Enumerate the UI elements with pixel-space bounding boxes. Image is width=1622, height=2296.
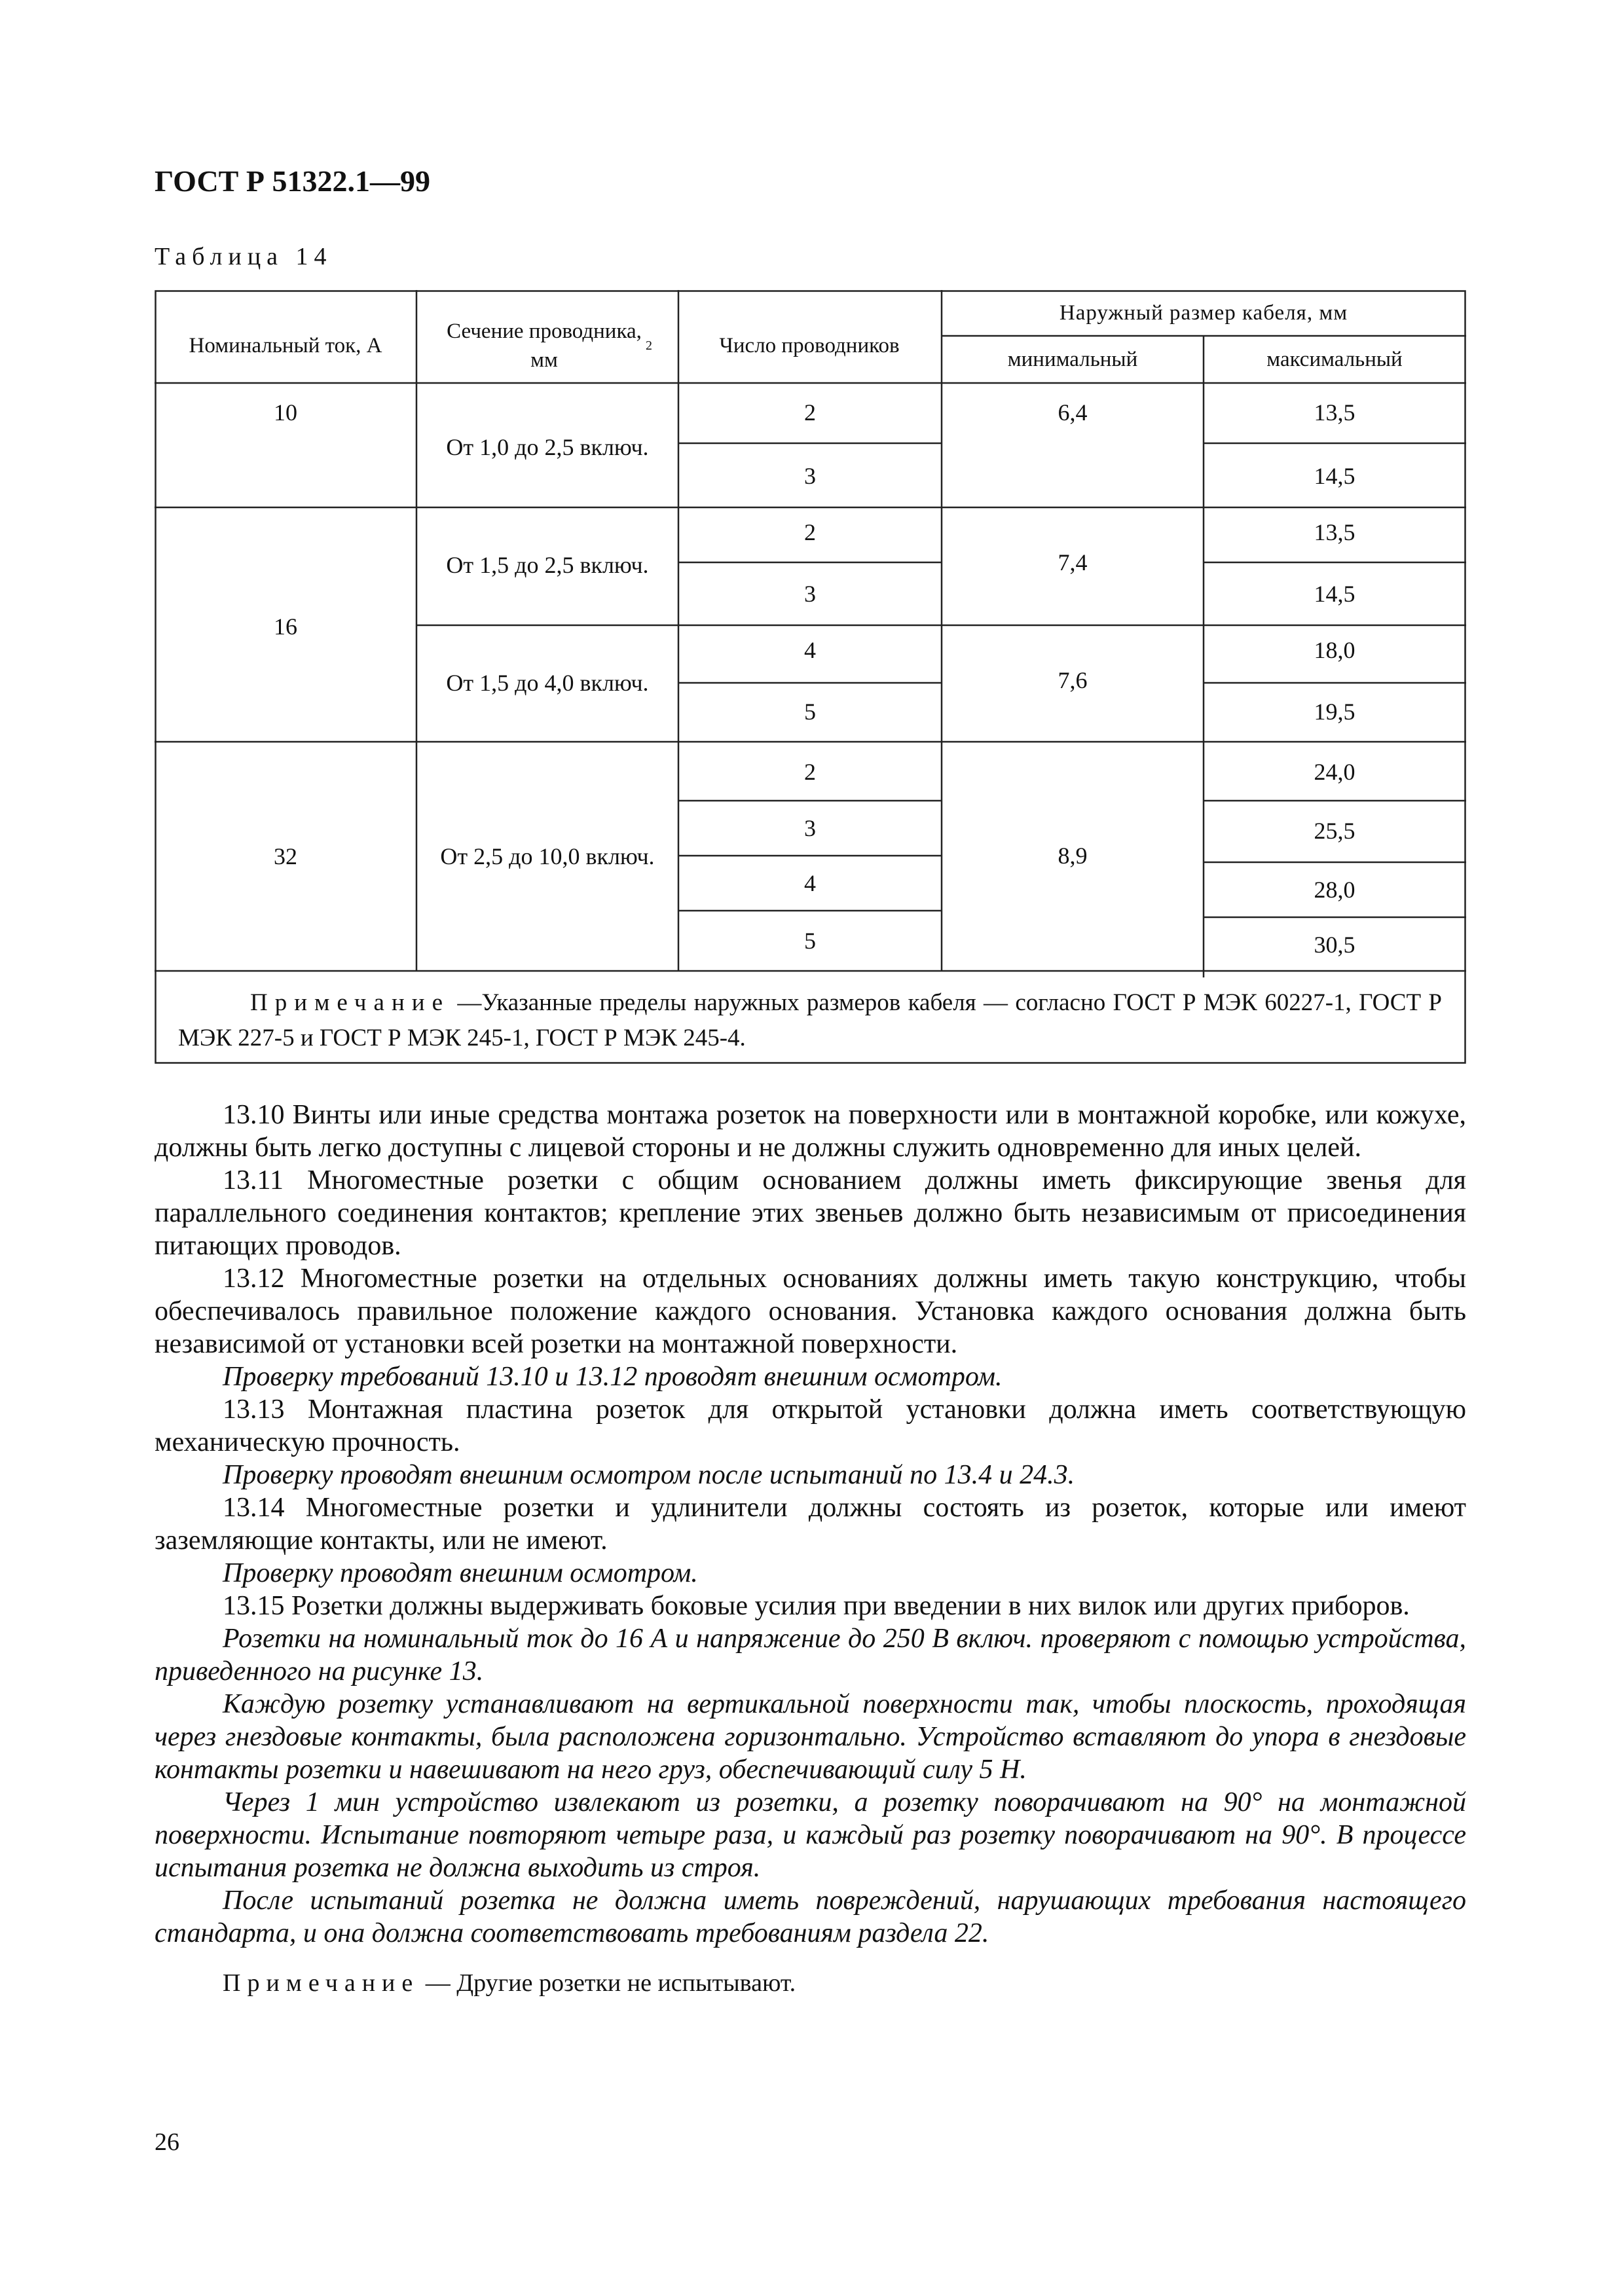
table-note-text: —Указанные пределы наружных размеров кабеля — согласно ГОСТ Р МЭК 60227-1, ГОСТ Р МЭК 227-5 и ГОСТ Р МЭК 245-1, ГОСТ Р МЭК 245-4. [178, 989, 1442, 1051]
paragraph-test-rotation: Через 1 мин устройство извлекают из розетки, а розетку поворачивают на 90° на монтажной поверхности. Испытание повторяют четыре раза, и каждый раз розетку поворачивают на 90°. В процессе испытания розетка не должна выходить из строя. [155, 1787, 1466, 1883]
header-conductor-section: Сечение проводника, мм 2 [443, 310, 652, 382]
header-min: минимальный [1007, 348, 1138, 371]
header-nominal-current: Номинальный ток, А [189, 334, 382, 357]
max-size-cell: 24,0 [1314, 759, 1355, 785]
count-cell: 5 [804, 928, 816, 954]
count-cell: 2 [804, 519, 816, 545]
min-size-cell: 6,4 [1058, 399, 1088, 426]
max-size-cell: 18,0 [1314, 637, 1355, 663]
current-cell: 32 [274, 843, 297, 869]
body-text [155, 1099, 1466, 1999]
count-cell: 2 [804, 759, 816, 785]
current-cell: 10 [274, 399, 297, 426]
section-cell: От 1,5 до 2,5 включ. [446, 552, 649, 578]
paragraph-13-10: 13.10 Винты или иные средства монтажа розеток на поверхности или в монтажной коробке, или кожухе, должны быть легко доступны с лицевой стороны и не должны служить одновременно для иных целей. [155, 1100, 1466, 1163]
count-cell: 4 [804, 870, 816, 896]
max-size-cell: 25,5 [1314, 818, 1355, 844]
document-code: ГОСТ Р 51322.1—99 [155, 164, 430, 198]
paragraph-check-13-13: Проверку проводят внешним осмотром после испытаний по 13.4 и 24.3. [223, 1460, 1075, 1490]
table-title: Таблица 14 [155, 243, 333, 270]
paragraph-13-12: 13.12 Многоместные розетки на отдельных основаниях должны иметь такую конструкцию, чтобы обеспечивалось правильное положение каждого основания. Установка каждого основания должна быть независимой от установки всей розетки на монтажной поверхности. [155, 1264, 1466, 1359]
count-cell: 3 [804, 463, 816, 489]
paragraph-check-13-14: Проверку проводят внешним осмотром. [223, 1558, 698, 1588]
max-size-cell: 13,5 [1314, 519, 1355, 545]
max-size-cell: 30,5 [1314, 932, 1355, 958]
paragraph-check-13-10: Проверку требований 13.10 и 13.12 проводят внешним осмотром. [223, 1362, 1003, 1392]
paragraph-test-result: После испытаний розетка не должна иметь повреждений, нарушающих требования настоящего стандарта, и она должна соответствовать требованиям раздела 22. [155, 1886, 1466, 1948]
count-cell: 4 [804, 637, 816, 663]
section-cell: От 1,0 до 2,5 включ. [446, 434, 649, 460]
table-note [178, 985, 1442, 1056]
section-cell: От 1,5 до 4,0 включ. [446, 670, 649, 696]
header-conductor-section-text: Сечение проводника, мм [447, 319, 642, 372]
final-note [155, 1967, 1466, 1999]
max-size-cell: 19,5 [1314, 699, 1355, 725]
paragraph-13-13: 13.13 Монтажная пластина розеток для открытой установки должна иметь соответствующую механическую прочность. [155, 1394, 1466, 1457]
min-size-cell: 7,4 [1058, 549, 1088, 575]
max-size-cell: 28,0 [1314, 877, 1355, 903]
cable-size-table [155, 290, 1466, 1064]
header-outer-size: Наружный размер кабеля, мм [1059, 301, 1348, 325]
final-note-text: — Другие розетки не испытывают. [419, 1969, 796, 1997]
max-size-cell: 14,5 [1314, 463, 1355, 489]
paragraph-test-device: Розетки на номинальный ток до 16 А и напряжение до 250 В включ. проверяют с помощью устройства, приведенного на рисунке 13. [155, 1624, 1466, 1686]
current-cell: 16 [274, 613, 297, 640]
max-size-cell: 13,5 [1314, 399, 1355, 426]
page-number: 26 [155, 2128, 179, 2156]
header-max: максимальный [1266, 348, 1403, 371]
final-note-label: Примечание [223, 1969, 420, 1997]
paragraph-test-mounting: Каждую розетку устанавливают на вертикальной поверхности так, чтобы плоскость, проходящая через гнездовые контакты, была расположена горизонтально. Устройство вставляют до упора в гнездовые контакты розетки и навешивают на него груз, обеспечивающий силу 5 Н. [155, 1689, 1466, 1785]
paragraph-13-15: 13.15 Розетки должны выдерживать боковые усилия при введении в них вилок или других приборов. [223, 1591, 1410, 1621]
table-note-label: Примечание [250, 989, 450, 1016]
min-size-cell: 8,9 [1058, 843, 1088, 869]
count-cell: 3 [804, 815, 816, 841]
section-cell: От 2,5 до 10,0 включ. [440, 843, 655, 869]
paragraph-13-14: 13.14 Многоместные розетки и удлинители должны состоять из розеток, которые или имеют заземляющие контакты, или не имеют. [155, 1493, 1466, 1556]
header-conductor-count: Число проводников [719, 334, 900, 357]
max-size-cell: 14,5 [1314, 581, 1355, 607]
count-cell: 3 [804, 581, 816, 607]
min-size-cell: 7,6 [1058, 667, 1088, 693]
paragraph-13-11: 13.11 Многоместные розетки с общим основанием должны иметь фиксирующие звенья для параллельного соединения контактов; крепление этих звеньев должно быть независимым от присоединения питающих проводов. [155, 1165, 1466, 1261]
count-cell: 5 [804, 699, 816, 725]
count-cell: 2 [804, 399, 816, 426]
